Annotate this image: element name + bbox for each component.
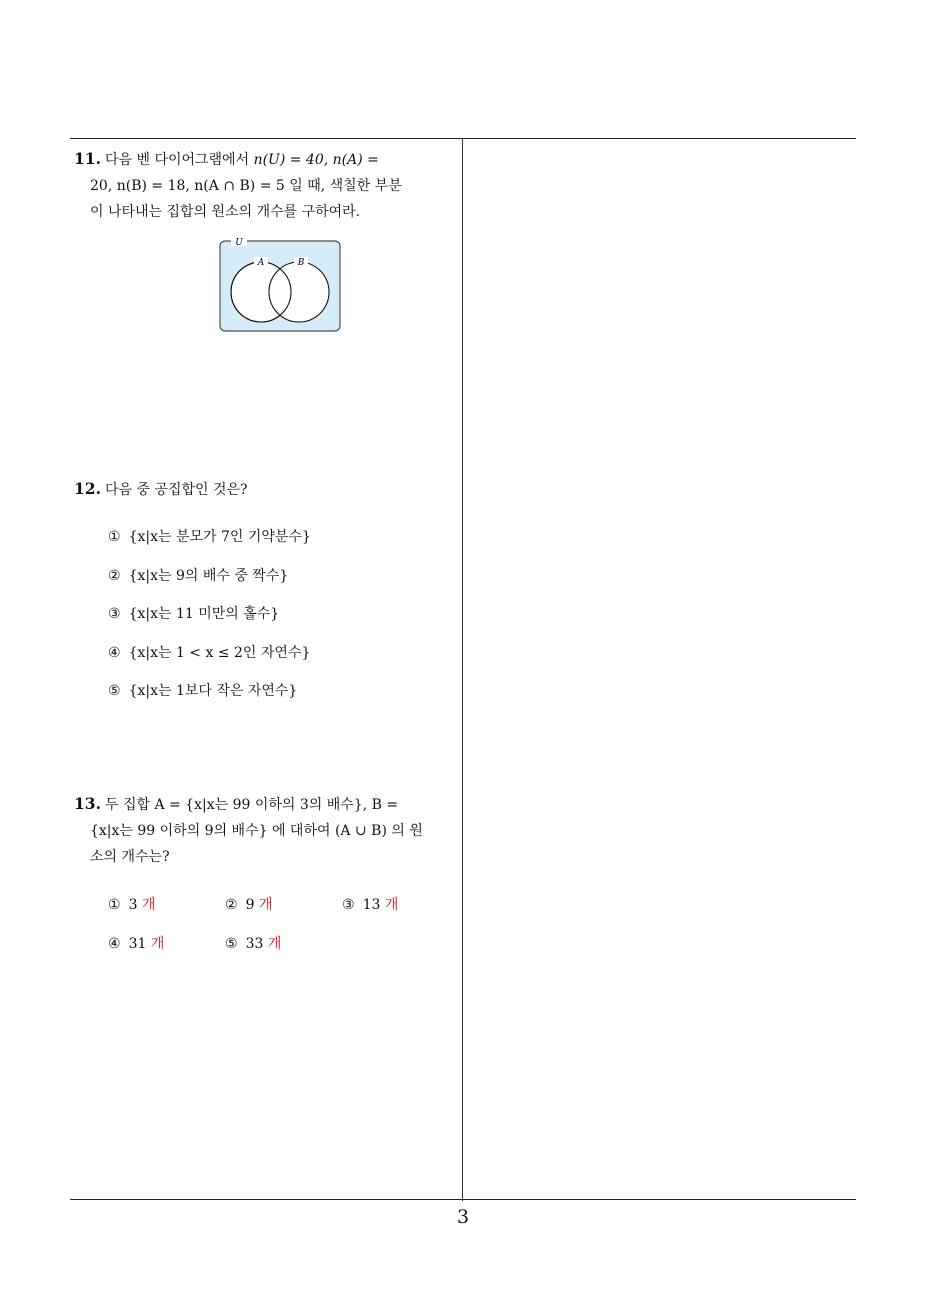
choice-unit: 개 (384, 897, 399, 913)
choice-text: {x|x는 11 미만의 홀수} (128, 606, 280, 622)
choice-5[interactable] (225, 934, 342, 954)
choice-unit: 개 (150, 935, 165, 952)
venn-label-b: B (297, 258, 305, 268)
choice-value: 33 (245, 935, 264, 952)
choice-number: ④ (108, 644, 121, 661)
choice-number: ② (108, 567, 121, 584)
top-rule (70, 138, 856, 139)
problem-11-text (74, 146, 458, 225)
choice-5[interactable] (108, 681, 311, 720)
choice-text: {x|x는 1보다 작은 자연수} (128, 683, 298, 699)
choice-value: 3 (128, 897, 138, 913)
choice-3[interactable] (342, 895, 459, 915)
choice-number: ① (108, 897, 121, 913)
choice-row (108, 895, 459, 934)
choice-4[interactable] (108, 643, 311, 682)
choice-number: ① (108, 529, 121, 545)
problem-13-line3: 소의 개수는? (90, 849, 170, 865)
problem-13-number: 13. (74, 794, 101, 813)
problem-11-line3: 이 나타내는 집합의 원소의 개수를 구하여라. (90, 204, 361, 220)
problem-11-line1a: 다음 벤 다이어그램에서 (104, 152, 254, 168)
problem-12-number: 12. (74, 479, 101, 498)
choice-1[interactable] (108, 527, 311, 566)
choice-2[interactable] (108, 566, 311, 605)
choice-number: ⑤ (108, 683, 121, 699)
choice-text: {x|x는 분모가 7인 기약분수} (128, 529, 311, 545)
choice-unit: 개 (141, 897, 156, 913)
choice-1[interactable] (108, 895, 225, 915)
choice-number: ③ (108, 606, 121, 622)
choice-2[interactable] (225, 895, 342, 915)
problem-11-line1b: n(U) = 40, n(A) = (253, 152, 379, 168)
venn-diagram (219, 238, 341, 332)
choice-number: ⑤ (225, 935, 238, 952)
problem-12-text (74, 476, 458, 503)
choice-number: ④ (108, 935, 121, 952)
choice-text: {x|x는 1 < x ≤ 2인 자연수} (128, 644, 311, 661)
problem-13-text (74, 791, 458, 870)
problem-13-choices (108, 895, 459, 972)
column-divider (462, 139, 463, 1201)
problem-11-line2: 20, n(B) = 18, n(A ∩ B) = 5 일 때, 색칠한 부분 (90, 178, 402, 194)
choice-value: 9 (245, 897, 255, 913)
venn-label-a: A (257, 258, 265, 268)
venn-label-u: U (235, 238, 243, 248)
problem-13 (74, 791, 458, 870)
choice-text: {x|x는 9의 배수 중 짝수} (128, 567, 289, 584)
problem-11 (74, 146, 458, 225)
set-b-circle (269, 262, 329, 322)
choice-number: ② (225, 897, 238, 913)
choice-value: 31 (128, 935, 147, 952)
problem-11-number: 11. (74, 149, 101, 168)
problem-12-question: 다음 중 공집합인 것은? (104, 482, 248, 498)
bottom-rule (70, 1199, 856, 1200)
choice-row (108, 934, 459, 973)
choice-number: ③ (342, 897, 355, 913)
choice-unit: 개 (267, 935, 282, 952)
choice-unit: 개 (258, 897, 273, 913)
choice-value: 13 (362, 897, 381, 913)
page-number: 3 (456, 1206, 470, 1228)
problem-13-line2: {x|x는 99 이하의 9의 배수} 에 대하여 (A ∪ B) 의 원 (90, 823, 423, 839)
problem-12 (74, 476, 458, 503)
problem-13-line1: 두 집합 A = {x|x는 99 이하의 3의 배수}, B = (104, 797, 399, 813)
choice-3[interactable] (108, 604, 311, 643)
problem-12-choices (108, 527, 311, 720)
choice-4[interactable] (108, 934, 225, 954)
